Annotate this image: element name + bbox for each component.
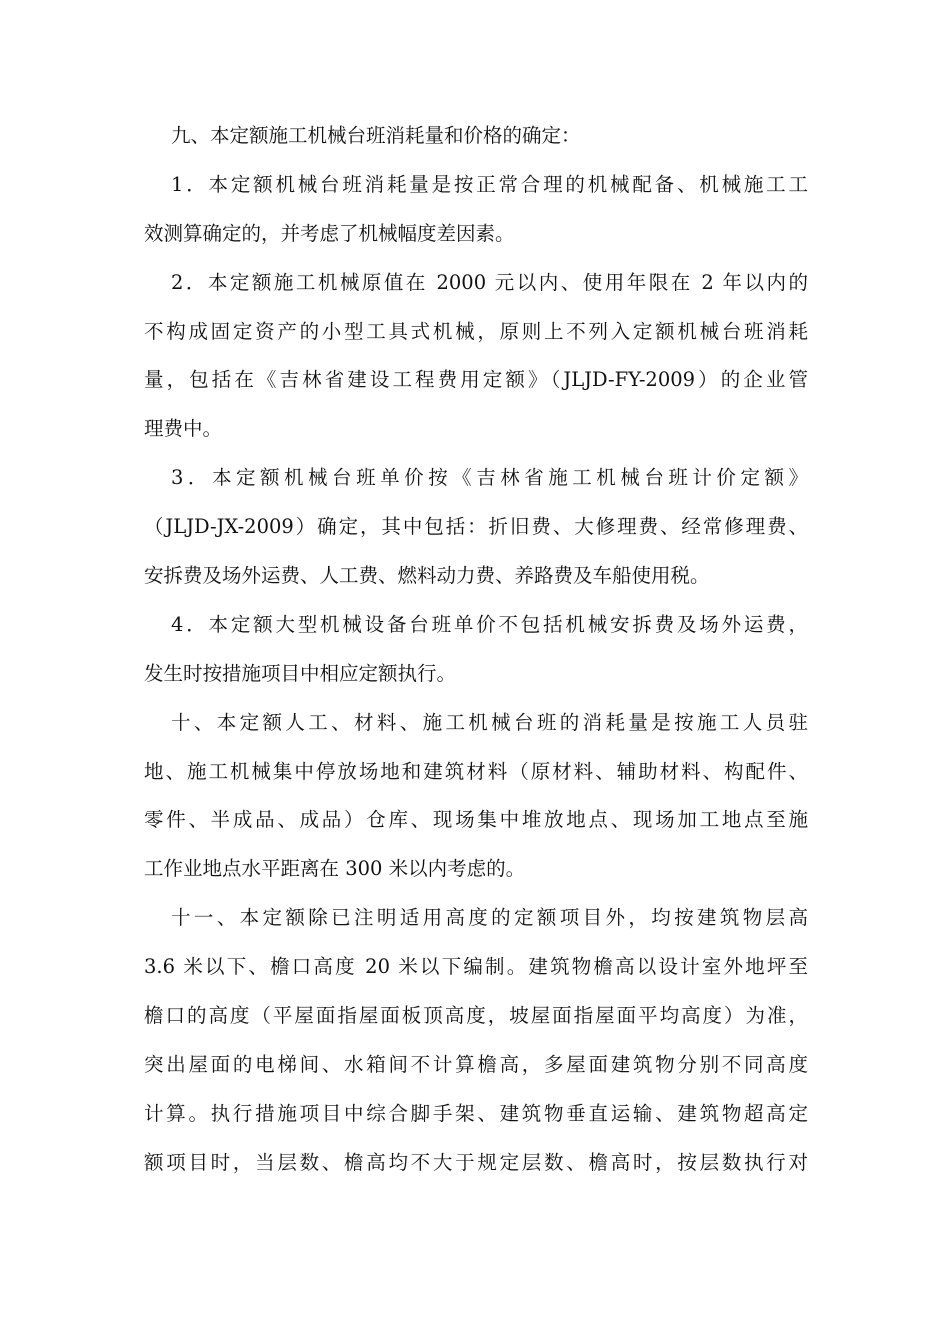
- text-line: 理费中。: [144, 417, 223, 441]
- text-line: 不构成固定资产的小型工具式机械，原则上不列入定额机械台班消耗: [144, 319, 808, 343]
- paragraph-p9-2: [144, 259, 808, 455]
- paragraph-p9-1: [144, 161, 808, 259]
- paragraph-p9: [144, 112, 808, 161]
- paragraph-p9-3: [144, 454, 808, 601]
- text-line: 量，包括在《吉林省建设工程费用定额》（JLJD-FY-2009）的企业管: [144, 368, 808, 392]
- paragraph-p9-4: [144, 601, 808, 699]
- text-line: 4．本定额大型机械设备台班单价不包括机械安拆费及场外运费，: [171, 612, 808, 636]
- paragraph-p10: [144, 699, 808, 895]
- text-line: （JLJD-JX-2009）确定，其中包括：折旧费、大修理费、经常修理费、: [144, 515, 808, 539]
- paragraph-p11: [144, 894, 808, 1187]
- text-line: 檐口的高度（平屋面指屋面板顶高度，坡屋面指屋面平均高度）为准，: [144, 1004, 808, 1028]
- text-line: 九、本定额施工机械台班消耗量和价格的确定：: [171, 124, 581, 147]
- text-line: 1．本定额机械台班消耗量是按正常合理的机械配备、机械施工工: [171, 172, 808, 196]
- text-line: 效测算确定的，并考虑了机械幅度差因素。: [144, 221, 515, 245]
- text-line: 十一、本定额除已注明适用高度的定额项目外，均按建筑物层高: [171, 906, 808, 930]
- text-line: 十、本定额人工、材料、施工机械台班的消耗量是按施工人员驻: [171, 710, 808, 734]
- text-line: 3.6 米以下、檐口高度 20 米以下编制。建筑物檐高以设计室外地坪至: [144, 955, 808, 979]
- text-line: 零件、半成品、成品）仓库、现场集中堆放地点、现场加工地点至施: [144, 808, 808, 832]
- text-line: 工作业地点水平距离在 300 米以内考虑的。: [144, 857, 526, 881]
- text-line: 额项目时，当层数、檐高均不大于规定层数、檐高时，按层数执行对: [144, 1150, 808, 1174]
- text-line: 地、施工机械集中停放场地和建筑材料（原材料、辅助材料、构配件、: [144, 759, 808, 783]
- text-line: 发生时按措施项目中相应定额执行。: [144, 661, 457, 685]
- text-line: 安拆费及场外运费、人工费、燃料动力费、养路费及车船使用税。: [144, 564, 710, 588]
- text-line: 2．本定额施工机械原值在 2000 元以内、使用年限在 2 年以内的: [171, 270, 808, 294]
- text-line: 3．本定额机械台班单价按《吉林省施工机械台班计价定额》: [171, 466, 808, 490]
- text-line: 突出屋面的电梯间、水箱间不计算檐高，多屋面建筑物分别不同高度: [144, 1052, 808, 1076]
- document-body: [144, 112, 808, 1188]
- text-line: 计算。执行措施项目中综合脚手架、建筑物垂直运输、建筑物超高定: [144, 1101, 808, 1125]
